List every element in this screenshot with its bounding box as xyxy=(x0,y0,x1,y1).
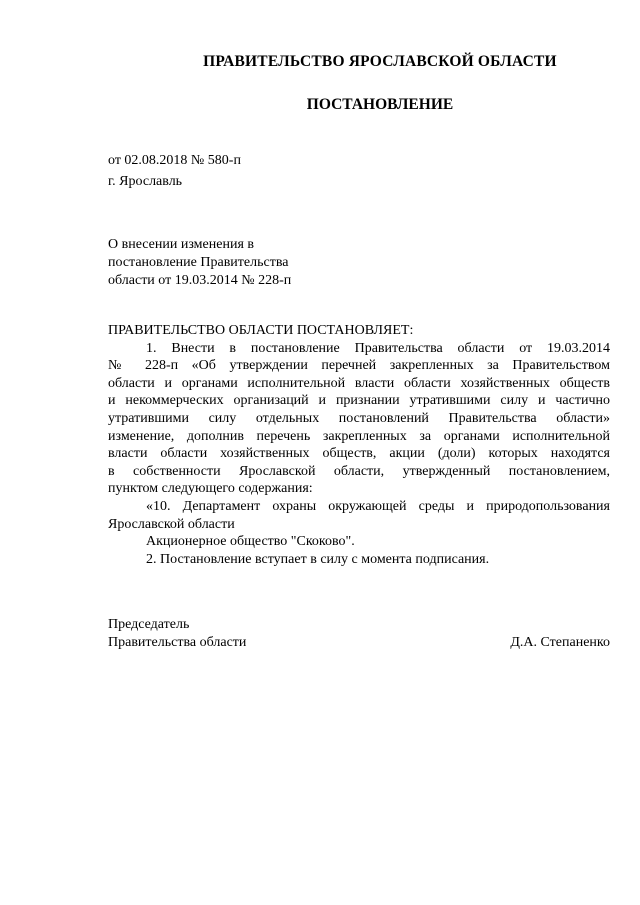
insert-company: Акционерное общество "Скоково". xyxy=(146,534,355,550)
signature-title-line1: Председатель xyxy=(108,617,190,632)
item1-line: № 228-п «Об утверждении перечней закрепленных за Правительством xyxy=(108,358,610,374)
decree-heading: ПРАВИТЕЛЬСТВО ОБЛАСТИ ПОСТАНОВЛЯЕТ: xyxy=(108,323,414,338)
insert-line: «10. Департамент охраны окружающей среды и природопользования xyxy=(146,498,610,514)
signature-title-row xyxy=(108,616,610,634)
signature-name-row xyxy=(108,634,610,652)
signatory-name: Д.А. Степаненко xyxy=(510,635,610,650)
item1-line: утратившими силу отдельных постановлений Правительства области» xyxy=(108,410,610,426)
subject-line: О внесении изменения в xyxy=(108,237,254,252)
item1-line: власти области хозяйственных обществ, акции (доли) которых находятся xyxy=(108,446,610,462)
item1-line: в собственности Ярославской области, утвержденный постановлением, xyxy=(108,463,610,479)
item1-line: пунктом следующего содержания: xyxy=(108,481,313,497)
item1-line: 1. Внести в постановление Правительства области от 19.03.2014 xyxy=(146,340,610,356)
government-heading: ПРАВИТЕЛЬСТВО ЯРОСЛАВСКОЙ ОБЛАСТИ xyxy=(203,53,557,70)
document-body xyxy=(108,322,610,568)
document-type-heading: ПОСТАНОВЛЕНИЕ xyxy=(306,96,454,113)
item1-line: области и органами исполнительной власти области хозяйственных обществ xyxy=(108,375,610,391)
signature-title-line2: Правительства области xyxy=(108,635,247,650)
subject-line: постановление Правительства xyxy=(108,255,289,270)
document-subject xyxy=(108,236,291,290)
city: г. Ярославль xyxy=(108,174,183,189)
date-number: от 02.08.2018 № 580-п xyxy=(108,153,241,168)
insert-line: Ярославской области xyxy=(108,516,235,532)
item2: 2. Постановление вступает в силу с момента подписания. xyxy=(146,551,490,567)
signature-block xyxy=(108,616,610,652)
item1-line: и некоммерческих организаций и признании утратившими силу и частично xyxy=(108,393,610,409)
subject-line: области от 19.03.2014 № 228-п xyxy=(108,273,292,288)
item1-line: изменение, дополнив перечень закрепленных за органами исполнительной xyxy=(108,428,610,444)
document-meta xyxy=(108,150,241,192)
